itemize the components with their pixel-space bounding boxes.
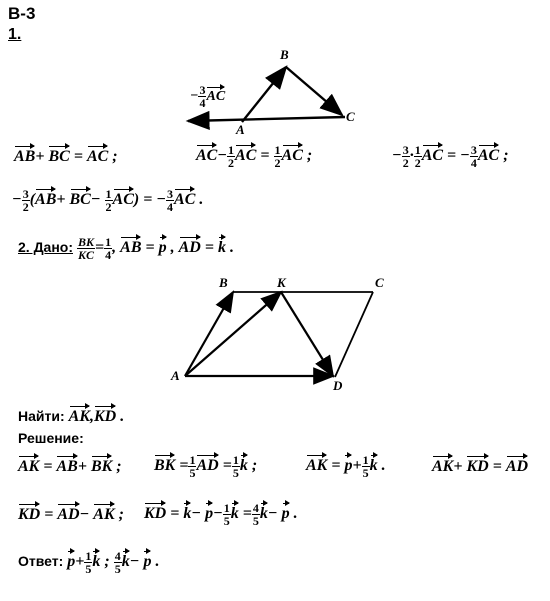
label-c2: C — [375, 275, 384, 290]
label-a: A — [236, 122, 245, 137]
label-c: C — [346, 109, 355, 124]
given-label: 2. Дано: — [18, 239, 73, 256]
solution-label: Решение: — [18, 430, 84, 446]
task-1-number: 1. — [8, 26, 22, 43]
side-cd — [335, 292, 373, 377]
figure-parallelogram — [165, 272, 405, 397]
vector-ab2 — [185, 292, 233, 376]
label-b: B — [280, 47, 289, 62]
task2-given: 2. Дано: $\frac{BK}{KC}$ = $\frac{1}{4}$ , AB = p , AD = k . — [18, 235, 234, 262]
sol-kd-diff: KD = AD− AK ; — [18, 506, 124, 523]
vector-bc — [286, 67, 342, 115]
label-k: K — [277, 275, 286, 290]
sol-ak-result: AK = p+ $\frac{1}{5}$ k . — [306, 453, 386, 480]
answer-line: Ответ: p+ $\frac{1}{5}$ k ; $\frac{4}{5}$ k− p . — [18, 549, 160, 576]
sol-bk: BK = $\frac{1}{5}$ AD = $\frac{1}{5}$ k ; — [154, 453, 258, 480]
label-d: D — [333, 378, 343, 393]
label-a2: A — [171, 368, 180, 383]
eq-product-coefficients: − $\frac{3}{2}$ · $\frac{1}{2}$ AC = − $\frac{3}{4}$ AC ; — [392, 143, 509, 170]
vector-kd — [281, 292, 333, 376]
fig1-coefficient-label: − $\frac{3}{4}$ AC — [190, 83, 226, 110]
sol-ak-sum: AK = AB+ BK ; — [18, 458, 122, 475]
sol-ak-plus-kd: AK+ KD = AD — [432, 458, 529, 475]
eq-ab-plus-bc: AB+ BC = AC ; — [14, 148, 118, 165]
vector-neg-three-quarter-ac — [188, 117, 345, 121]
variant-heading: В-3 — [8, 4, 36, 23]
sol-kd-result: KD = k− p− $\frac{1}{5}$ k = $\frac{4}{5}$ k− p . — [144, 501, 298, 528]
label-b2: B — [219, 275, 228, 290]
vector-ab — [242, 67, 286, 122]
find-line: Найти: AK,KD . — [18, 408, 125, 425]
eq-combined-expression: − $\frac{3}{2}$ (AB+ BC− $\frac{1}{2}$ AC) = − $\frac{3}{4}$ AC . — [12, 187, 204, 214]
eq-ac-minus-half-ac: AC− $\frac{1}{2}$ AC = $\frac{1}{2}$ AC ; — [196, 143, 313, 170]
vector-ak — [185, 292, 281, 376]
